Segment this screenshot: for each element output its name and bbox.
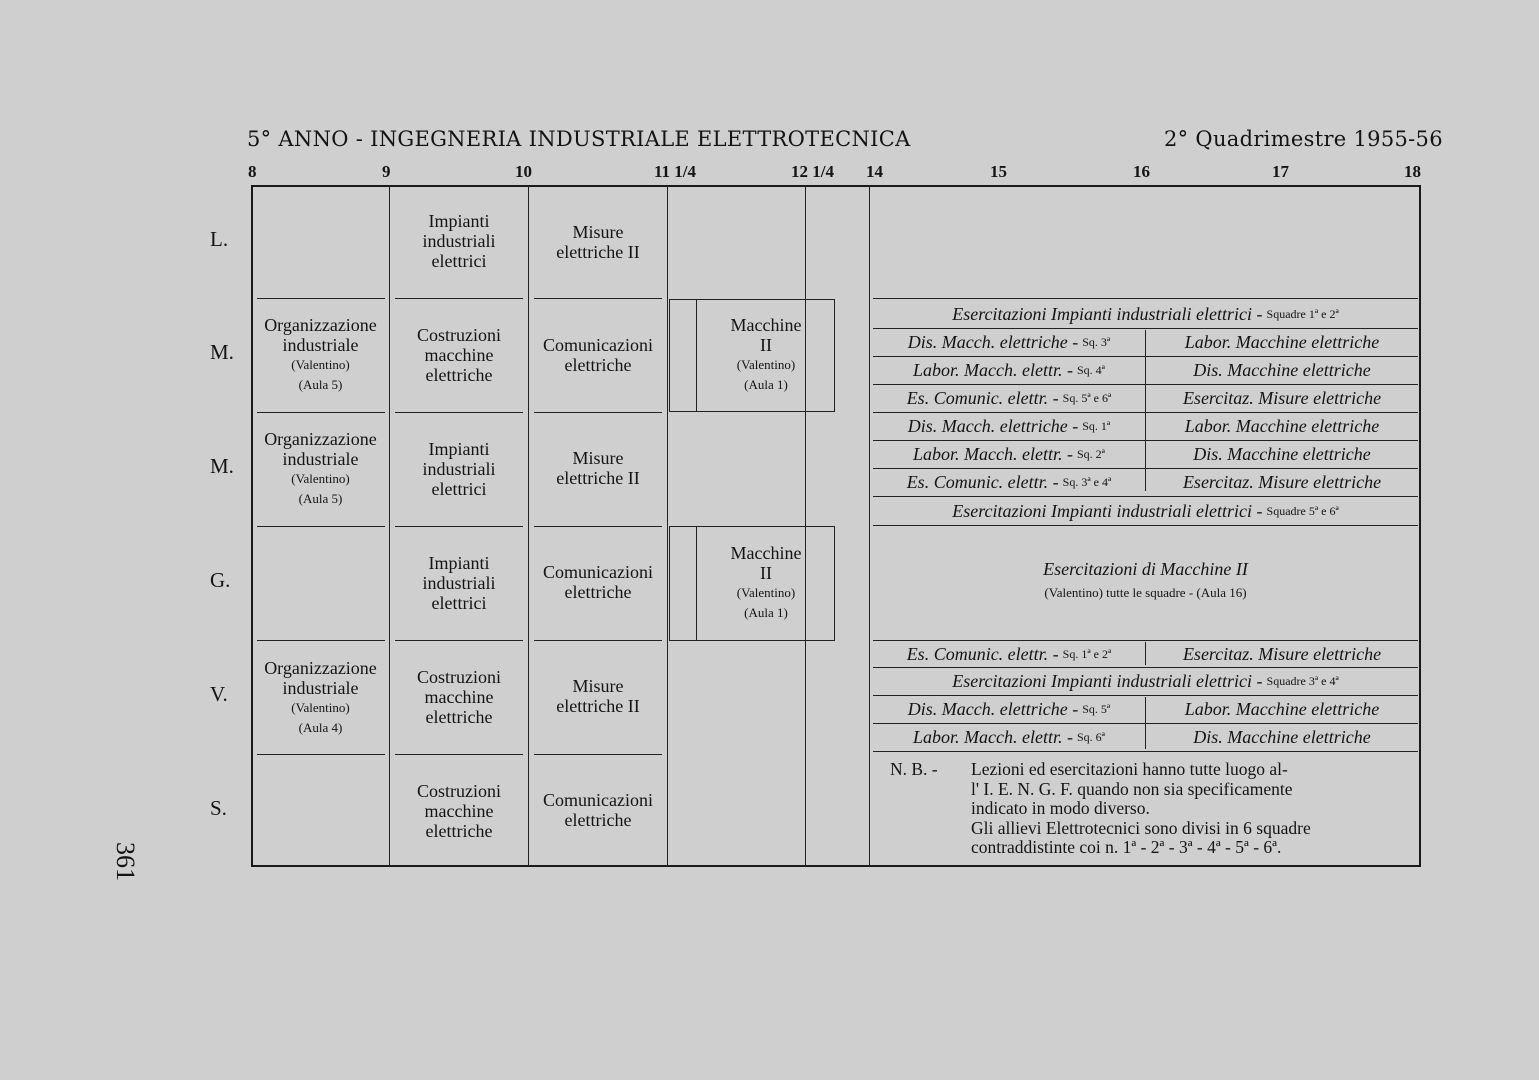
afternoon-venerdi-3b: Labor. Macchine elettriche [1184, 699, 1380, 719]
hour-tick: 11 1/4 [654, 162, 697, 181]
day-separator [395, 412, 523, 413]
day-label-sabato: S. [210, 796, 227, 820]
hour-tick: 18 [1404, 162, 1421, 181]
lesson-organizzazione-venerdi: Organizzazione industriale (Valentino) (Aula 4) [264, 658, 377, 735]
note-text: Lezioni ed esercitazioni hanno tutte luogo al- l' I. E. N. G. F. quando non sia specificamente indicato in modo diverso. Gli allievi Elettrotecnici sono divisi in 6 squadre contraddistinte coi n. 1ª - 2ª - 3ª - 4ª - 5ª - 6ª. [971, 759, 1311, 857]
lesson-comunicazioni-giovedi: Comunicazioni elettriche [543, 562, 653, 602]
afternoon-martedi-3a: Labor. Macch. elettr. - Sq. 4ª [913, 360, 1105, 380]
lesson-misure-venerdi: Misure elettriche II [556, 676, 640, 716]
hour-tick: 14 [866, 162, 883, 181]
lesson-impianti-lunedi: Impianti industriali elettrici [422, 211, 496, 271]
day-label-giovedi: G. [210, 568, 231, 592]
day-separator [257, 298, 385, 299]
afternoon-martedi-1: Esercitazioni Impianti industriali elettrici - Squadre 1ª e 2ª [952, 303, 1339, 324]
column-divider [667, 186, 668, 866]
afternoon-rule [873, 525, 1418, 526]
afternoon-mercoledi-2b: Dis. Macchine elettriche [1193, 444, 1371, 464]
day-separator [534, 754, 662, 755]
lesson-comunicazioni-martedi: Comunicazioni elettriche [543, 335, 653, 375]
afternoon-venerdi-4b: Dis. Macchine elettriche [1193, 727, 1371, 747]
lesson-macchine-giovedi: Macchine II (Valentino) (Aula 1) [730, 543, 802, 620]
lesson-organizzazione-mercoledi: Organizzazione industriale (Valentino) (Aula 5) [264, 429, 377, 506]
afternoon-mercoledi-2a: Labor. Macch. elettr. - Sq. 2ª [913, 444, 1105, 464]
note-label: N. B. - [890, 759, 938, 779]
hour-tick: 8 [248, 162, 257, 181]
afternoon-martedi-2a: Dis. Macch. elettriche - Sq. 3ª [907, 332, 1111, 352]
afternoon-martedi-3b: Dis. Macchine elettriche [1193, 360, 1371, 380]
day-separator [257, 754, 385, 755]
afternoon-mercoledi-3a: Es. Comunic. elettr. - Sq. 3ª e 4ª [906, 472, 1112, 492]
term-label: 2° Quadrimestre 1955-56 [1164, 127, 1443, 151]
day-separator [534, 526, 662, 527]
afternoon-mercoledi-4: Esercitazioni Impianti industriali elettrici - Squadre 5ª e 6ª [952, 500, 1339, 521]
hour-tick: 15 [990, 162, 1007, 181]
column-divider [389, 186, 390, 866]
lesson-misure-mercoledi: Misure elettriche II [556, 448, 640, 488]
day-separator [395, 754, 523, 755]
day-separator [534, 412, 662, 413]
day-label-lunedi: L. [210, 227, 229, 251]
hour-tick: 16 [1133, 162, 1150, 181]
afternoon-mercoledi-3b: Esercitaz. Misure elettriche [1182, 472, 1382, 492]
day-separator [395, 640, 523, 641]
afternoon-rule [873, 751, 1418, 752]
lesson-costruzioni-sabato: Costruzioni macchine elettriche [417, 781, 501, 841]
lesson-organizzazione-martedi: Organizzazione industriale (Valentino) (Aula 5) [264, 315, 377, 392]
day-separator [257, 526, 385, 527]
hour-tick: 17 [1272, 162, 1289, 181]
day-separator [257, 412, 385, 413]
day-separator [395, 526, 523, 527]
hour-tick: 9 [382, 162, 391, 181]
day-separator [534, 298, 662, 299]
afternoon-venerdi-3a: Dis. Macch. elettriche - Sq. 5ª [907, 699, 1111, 719]
hour-tick: 12 1/4 [791, 162, 834, 181]
column-divider [869, 186, 870, 866]
afternoon-venerdi-1b: Esercitaz. Misure elettriche [1182, 643, 1382, 664]
afternoon-mercoledi-1a: Dis. Macch. elettriche - Sq. 1ª [907, 416, 1111, 436]
day-separator [257, 640, 385, 641]
column-divider [528, 186, 529, 866]
afternoon-venerdi-2: Esercitazioni Impianti industriali elettrici - Squadre 3ª e 4ª [952, 671, 1339, 691]
lesson-impianti-mercoledi: Impianti industriali elettrici [422, 439, 496, 499]
lesson-misure-lunedi: Misure elettriche II [556, 222, 640, 262]
afternoon-venerdi-4a: Labor. Macch. elettr. - Sq. 6ª [913, 727, 1105, 747]
day-separator [534, 640, 662, 641]
day-separator [395, 298, 523, 299]
lesson-comunicazioni-sabato: Comunicazioni elettriche [543, 790, 653, 830]
lesson-costruzioni-venerdi: Costruzioni macchine elettriche [417, 667, 501, 727]
hour-tick: 10 [515, 162, 532, 181]
afternoon-martedi-2b: Labor. Macchine elettriche [1184, 332, 1380, 352]
schedule-title: 5° ANNO - INGEGNERIA INDUSTRIALE ELETTROTECNICA [247, 127, 911, 151]
afternoon-venerdi-1a: Es. Comunic. elettr. - Sq. 1ª e 2ª [906, 643, 1112, 664]
afternoon-mercoledi-1b: Labor. Macchine elettriche [1184, 416, 1380, 436]
afternoon-giovedi-sub: (Valentino) tutte le squadre - (Aula 16) [1044, 585, 1247, 600]
day-label-mercoledi: M. [210, 454, 234, 478]
afternoon-giovedi-title: Esercitazioni di Macchine II [1043, 558, 1248, 579]
day-label-venerdi: V. [210, 682, 228, 706]
lesson-macchine-martedi: Macchine II (Valentino) (Aula 1) [730, 315, 802, 392]
afternoon-rule [873, 298, 1418, 299]
lesson-costruzioni-martedi: Costruzioni macchine elettriche [417, 325, 501, 385]
afternoon-martedi-4a: Es. Comunic. elettr. - Sq. 5ª e 6ª [906, 388, 1112, 408]
lesson-impianti-giovedi: Impianti industriali elettrici [422, 553, 496, 613]
day-label-martedi: M. [210, 340, 234, 364]
afternoon-martedi-4b: Esercitaz. Misure elettriche [1182, 388, 1382, 408]
page-number: 361 [111, 842, 140, 881]
